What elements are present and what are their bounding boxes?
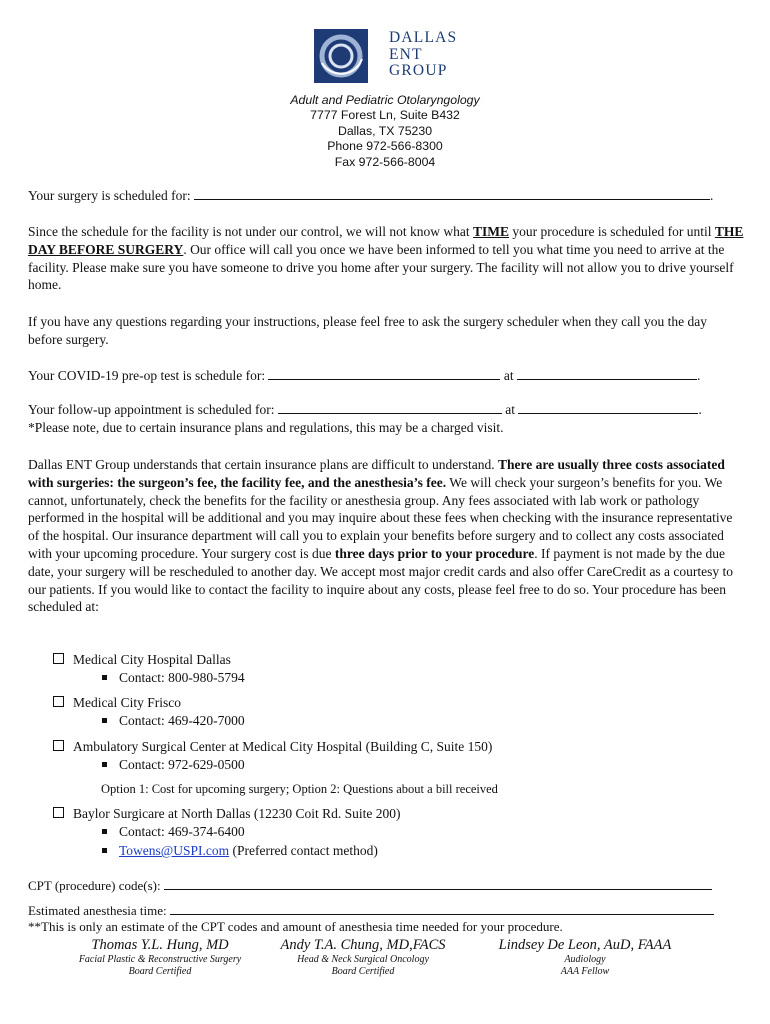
facility-option-3[interactable]: Ambulatory Surgical Center at Medical City Hospital (Building C, Suite 150) (53, 738, 492, 756)
address-line-1: 7777 Forest Ln, Suite B432 (310, 108, 460, 123)
covid-test-line: Your COVID-19 pre-op test is schedule for: at . (28, 368, 701, 383)
covid-time-blank[interactable] (517, 368, 697, 380)
facility-1-contact: Contact: 800-980-5794 (102, 669, 245, 687)
specialty: Adult and Pediatric Otolaryngology (290, 93, 480, 107)
facility-4-email-line: Towens@USPI.com (Preferred contact method) (102, 842, 378, 860)
covid-date-blank[interactable] (268, 368, 500, 380)
followup-time-blank[interactable] (518, 402, 698, 414)
dallas-ent-logo (314, 29, 474, 83)
bullet-icon (102, 829, 107, 834)
followup-date-blank[interactable] (278, 402, 502, 414)
anesthesia-time-blank[interactable] (170, 903, 714, 915)
facility-3-phone-options: Option 1: Cost for upcoming surgery; Option 2: Questions about a bill received (101, 782, 498, 796)
followup-line: Your follow-up appointment is scheduled for: at . *Please note, due to certain insurance plans and regulations, this may be a charged visit. (28, 402, 702, 435)
surgery-date-line: Your surgery is scheduled for: . (28, 188, 714, 203)
cpt-codes-line: CPT (procedure) code(s): (28, 877, 712, 895)
checkbox-icon[interactable] (53, 807, 64, 818)
surgery-date-blank[interactable] (194, 188, 710, 200)
questions-paragraph: If you have any questions regarding your instructions, please feel free to ask the surgery scheduler when they call you the day before surgery. (28, 314, 708, 347)
physician-chung: Andy T.A. Chung, MD,FACS Head & Neck Surgical Oncology Board Certified (280, 937, 446, 977)
practice-header (0, 93, 770, 170)
insurance-paragraph: Dallas ENT Group understands that certain insurance plans are difficult to understand. There are usually three costs associated with surgeries: the surgeon’s fee, the facility fee, and the anesthesia’s fee. We will check your surgeon’s benefits for you. We cannot, unfortunately, check the benefits for the facility or anesthesia group. Any fees associated with lab work or pathology performed in the hospital will be additional and you may inquire about these fees when checking with the insurance representative of the hospital. Our insurance department will call you to explain your benefits before surgery and to collect any costs associated with your upcoming procedure. Your surgery cost is due three days prior to your procedure. If payment is not made by the due date, your surgery will be rescheduled to another day. We accept most major credit cards and also offer CareCredit as a courtesy to our patients. If you would like to contact the facility to inquire about any costs, please feel free to do so. Your procedure has been scheduled at: (28, 457, 734, 615)
cpt-codes-blank[interactable] (164, 878, 712, 890)
anesthesia-time-line: Estimated anesthesia time: (28, 902, 714, 920)
bullet-icon (102, 762, 107, 767)
logo-swirl-icon (314, 29, 368, 83)
facility-3-contact: Contact: 972-629-0500 (102, 756, 245, 774)
estimate-note: **This is only an estimate of the CPT codes and amount of anesthesia time needed for your procedure. (28, 919, 563, 934)
checkbox-icon[interactable] (53, 740, 64, 751)
bullet-icon (102, 718, 107, 723)
address-line-2: Dallas, TX 75230 (337, 123, 433, 138)
phone: Phone 972-566-8300 (327, 139, 443, 154)
checkbox-icon[interactable] (53, 696, 64, 707)
physician-deleon: Lindsey De Leon, AuD, FAAA Audiology AAA Fellow (498, 937, 672, 977)
fax: Fax 972-566-8004 (334, 154, 436, 169)
facility-2-contact: Contact: 469-420-7000 (102, 712, 245, 730)
physician-hung: Thomas Y.L. Hung, MD Facial Plastic & Reconstructive Surgery Board Certified (78, 937, 242, 977)
logo-wordmark: DALLAS ENT GROUP (389, 29, 458, 79)
checkbox-icon[interactable] (53, 653, 64, 664)
bullet-icon (102, 675, 107, 680)
facility-option-1[interactable]: Medical City Hospital Dallas (53, 651, 231, 669)
email-link[interactable]: Towens@USPI.com (119, 843, 230, 858)
time-paragraph: Since the schedule for the facility is not under our control, we will not know what TIME your procedure is scheduled for until THE DAY BEFORE SURGERY. Our office will call you once we have been informed to tell you what time you need to arrive at the facility. Please make sure you have someone to drive you home after your surgery. The facility will not allow you to drive yourself home. (28, 224, 744, 293)
facility-option-4[interactable]: Baylor Surgicare at North Dallas (12230 Coit Rd. Suite 200) (53, 805, 400, 823)
followup-note: *Please note, due to certain insurance plans and regulations, this may be a charged visit. (28, 419, 504, 435)
facility-4-contact: Contact: 469-374-6400 (102, 823, 245, 841)
facility-option-2[interactable]: Medical City Frisco (53, 694, 181, 712)
bullet-icon (102, 848, 107, 853)
